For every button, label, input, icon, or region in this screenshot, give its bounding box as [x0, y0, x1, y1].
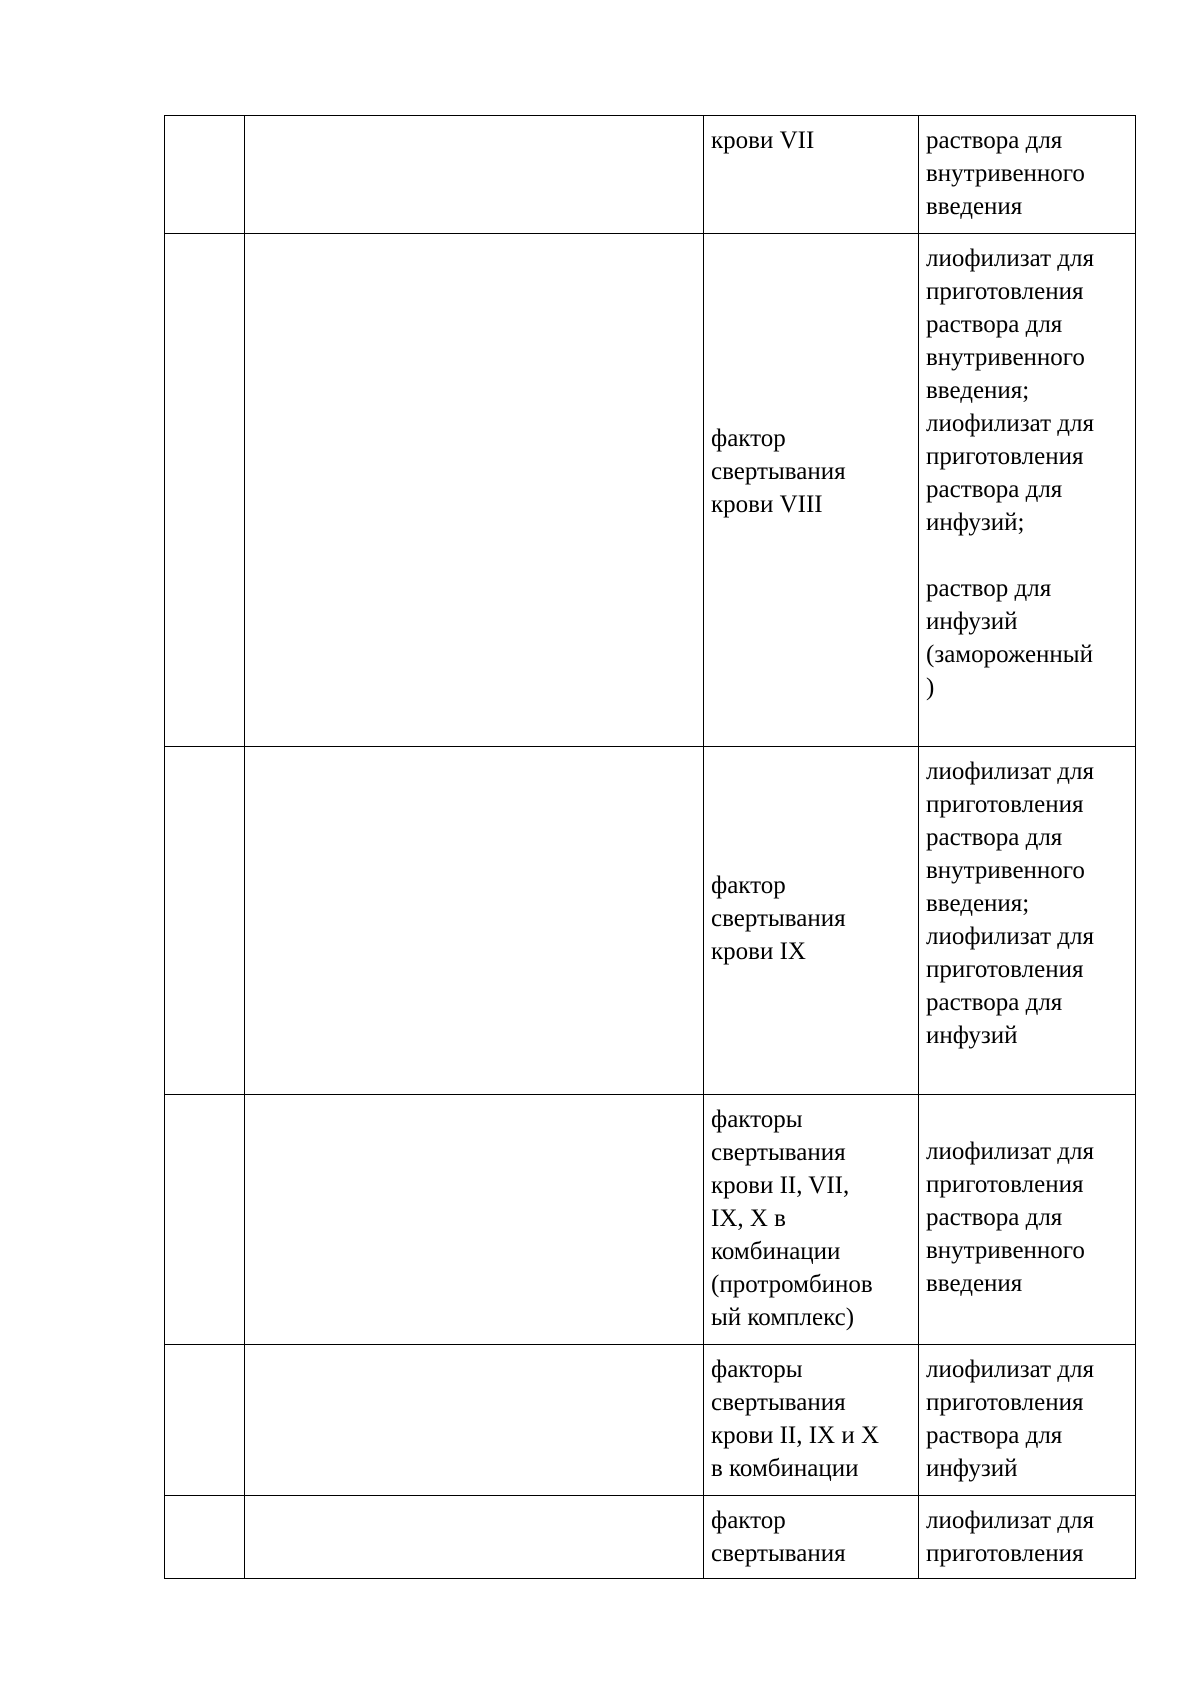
drug-name-line: ый комплекс)	[711, 1304, 855, 1331]
drug-name-line: фактор	[711, 1507, 786, 1534]
dosage-form-line: инфузий;	[926, 509, 1025, 536]
table-row	[165, 1345, 1136, 1496]
row-number-cell	[165, 116, 245, 234]
drug-name-line: крови II, IX и X	[711, 1422, 880, 1449]
drug-name-cell	[704, 1345, 919, 1496]
drug-name-line: свертывания	[711, 458, 846, 485]
dosage-form-line: приготовления	[926, 1389, 1084, 1416]
drug-name-line: свертывания	[711, 1389, 846, 1416]
dosage-form-line: внутривенного	[926, 857, 1085, 884]
group-name-cell	[245, 1496, 704, 1579]
dosage-form-line: раствора для	[926, 1204, 1063, 1231]
drug-name-line: свертывания	[711, 1540, 846, 1567]
dosage-form-line: инфузий	[926, 1022, 1018, 1049]
group-name-cell	[245, 234, 704, 747]
row-number-cell	[165, 1345, 245, 1496]
drug-name-line: свертывания	[711, 1139, 846, 1166]
table-row	[165, 1095, 1136, 1345]
drug-name-cell	[704, 116, 919, 234]
row-number-cell	[165, 1095, 245, 1345]
table-row	[165, 747, 1136, 1095]
drug-name-line: крови VIII	[711, 491, 823, 518]
dosage-form-cell	[919, 234, 1136, 747]
drug-name-line: крови II, VII,	[711, 1172, 850, 1199]
group-name-cell	[245, 1345, 704, 1496]
drug-name-line: факторы	[711, 1106, 803, 1133]
dosage-form-line: введения;	[926, 377, 1030, 404]
dosage-form-line: лиофилизат для	[926, 923, 1094, 950]
dosage-form-line: раствора для	[926, 127, 1063, 154]
drug-name-line: (протромбинов	[711, 1271, 873, 1298]
dosage-form-line: приготовления	[926, 278, 1084, 305]
drug-name-line: свертывания	[711, 904, 846, 932]
drug-name-line: фактор	[711, 871, 786, 899]
drug-name-cell	[704, 747, 919, 1095]
drug-name-line: комбинации	[711, 1238, 841, 1265]
dosage-form-line: раствора для	[926, 1422, 1063, 1449]
paragraph-gap	[926, 539, 1128, 572]
dosage-form-line: лиофилизат для	[926, 1356, 1094, 1383]
dosage-form-line: введения;	[926, 890, 1030, 917]
dosage-form-line: внутривенного	[926, 160, 1085, 187]
group-name-cell	[245, 116, 704, 234]
row-number-cell	[165, 1496, 245, 1579]
dosage-form-line: лиофилизат для	[926, 245, 1094, 272]
row-number-cell	[165, 234, 245, 747]
dosage-form-line: лиофилизат для	[926, 410, 1094, 437]
drug-name-cell	[704, 234, 919, 747]
drug-name-line: факторы	[711, 1356, 803, 1383]
drug-name-line: крови IX	[711, 937, 806, 965]
dosage-form-line: инфузий	[926, 608, 1018, 635]
dosage-form-line: инфузий	[926, 1455, 1018, 1482]
dosage-form-line: раствор для	[926, 575, 1052, 602]
dosage-form-line: приготовления	[926, 956, 1084, 983]
dosage-form-line: лиофилизат для	[926, 1507, 1094, 1534]
dosage-form-cell	[919, 116, 1136, 234]
row-number-cell	[165, 747, 245, 1095]
dosage-form-line: )	[926, 674, 935, 701]
group-name-cell	[245, 747, 704, 1095]
dosage-form-line: приготовления	[926, 443, 1084, 470]
drug-name-cell	[704, 1095, 919, 1345]
dosage-form-cell	[919, 1345, 1136, 1496]
dosage-form-line: приготовления	[926, 1540, 1084, 1567]
dosage-form-line: раствора для	[926, 311, 1063, 338]
table-row	[165, 234, 1136, 747]
dosage-form-line: лиофилизат для	[926, 1138, 1094, 1165]
drug-name-line: крови VII	[711, 127, 815, 154]
drug-name-line: в комбинации	[711, 1455, 859, 1482]
drug-table	[164, 115, 1136, 1579]
table-row	[165, 116, 1136, 234]
dosage-form-line: раствора для	[926, 476, 1063, 503]
dosage-form-line: введения	[926, 1270, 1023, 1297]
dosage-form-line: лиофилизат для	[926, 758, 1094, 785]
table-row	[165, 1496, 1136, 1579]
dosage-form-line: приготовления	[926, 1171, 1084, 1198]
dosage-form-line: внутривенного	[926, 1237, 1085, 1264]
dosage-form-line: раствора для	[926, 824, 1063, 851]
dosage-form-line: (замороженный	[926, 641, 1093, 668]
group-name-cell	[245, 1095, 704, 1345]
dosage-form-line: введения	[926, 193, 1023, 220]
dosage-form-line: приготовления	[926, 791, 1084, 818]
dosage-form-line: внутривенного	[926, 344, 1085, 371]
dosage-form-cell	[919, 1095, 1136, 1345]
drug-name-cell	[704, 1496, 919, 1579]
dosage-form-cell	[919, 1496, 1136, 1579]
dosage-form-cell	[919, 747, 1136, 1095]
drug-name-line: IX, X в	[711, 1205, 786, 1232]
drug-name-line: фактор	[711, 425, 786, 452]
dosage-form-line: раствора для	[926, 989, 1063, 1016]
